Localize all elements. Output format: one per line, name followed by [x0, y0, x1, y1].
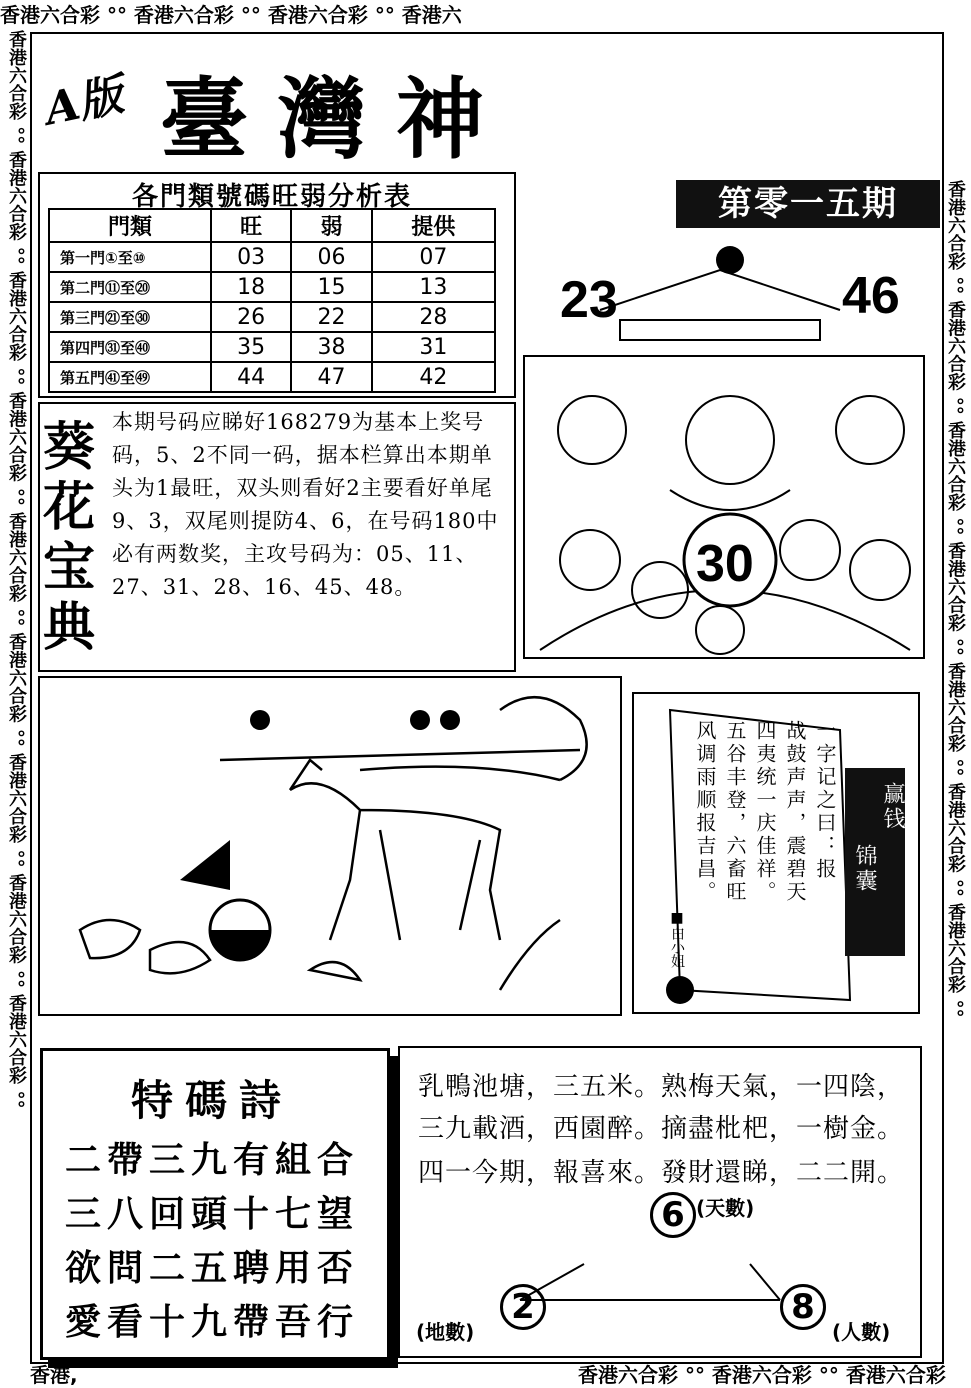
poem-line: 三八回頭十七望	[64, 1193, 359, 1235]
scroll-line-1: 一字记之曰：报	[813, 720, 837, 881]
table-cell: 13	[372, 272, 495, 302]
table-title: 各門類號碼旺弱分析表	[131, 182, 412, 212]
god-number-left: 23	[560, 271, 618, 329]
column-header: 提供	[372, 209, 495, 242]
table-cell: 第四門㉛至㊵	[49, 332, 211, 362]
triad-lines	[500, 1230, 800, 1330]
table-cell: 15	[291, 272, 371, 302]
deer-illustration	[60, 690, 610, 1000]
issue-label: 第零一五期	[676, 180, 940, 228]
verse-line: 三九載酒，西園醉。摘盡枇杷，一樹金。	[418, 1114, 905, 1144]
table-row	[49, 272, 495, 302]
table-cell: 28	[372, 302, 495, 332]
kuihua-text: 本期号码应睇好168279为基本上奖号码，5、2不同一码，据本栏算出本期单头为1最旺，双头则看好2主要看好单尾9、3，双尾则提防4、6，在号码180中必有两数奖，主攻号码为：05、11、27、31、28、16、45、48。	[112, 410, 499, 599]
table-cell: 06	[291, 242, 371, 272]
sky-label: (天數)	[696, 1196, 755, 1220]
human-number: 8	[780, 1284, 826, 1330]
table-cell: 第二門⑪至⑳	[49, 272, 211, 302]
table-cell: 18	[211, 272, 291, 302]
column-header: 弱	[291, 209, 371, 242]
table-cell: 第五門㊶至㊾	[49, 362, 211, 392]
top-border-strip: 香港六合彩 °° 香港六合彩 °° 香港六合彩 °° 香港六	[0, 3, 462, 27]
table-cell: 第三門㉑至㉚	[49, 302, 211, 332]
poem-line: 欲問二五聘用否	[64, 1247, 359, 1289]
poem-line: 二帶三九有組合	[64, 1139, 359, 1181]
god-number-right: 46	[842, 267, 900, 325]
human-label: (人數)	[832, 1320, 891, 1344]
sky-number: 6	[650, 1192, 696, 1238]
scroll-author: ■白小姐	[669, 910, 685, 968]
god-number-center: 30	[696, 535, 754, 593]
page-title: 臺灣神	[160, 67, 515, 171]
table-cell: 42	[372, 362, 495, 392]
poem-title: 特碼詩	[130, 1076, 293, 1125]
poem-line: 愛看十九帶吾行	[64, 1301, 359, 1343]
table-cell: 22	[291, 302, 371, 332]
scroll-line-2: 战鼓声声，震碧天	[783, 720, 807, 904]
table-cell: 07	[372, 242, 495, 272]
table-cell: 26	[211, 302, 291, 332]
table-row	[49, 362, 495, 392]
table-cell: 03	[211, 242, 291, 272]
verse-line: 乳鴨池塘，三五米。熟梅天氣，一四陰，	[418, 1072, 905, 1102]
scroll-line-4: 五谷丰登，六畜旺	[723, 720, 747, 904]
lucky-tag	[845, 768, 905, 956]
table-row	[49, 332, 495, 362]
verse-line: 四一今期，報喜來。發財還睇，二二開。	[418, 1158, 905, 1188]
edition-label: A版	[40, 69, 128, 136]
table-cell: 第一門①至⑩	[49, 242, 211, 272]
left-border-strip: 香港六合彩 °° 香港六合彩 °° 香港六合彩 °° 香港六合彩 °° 香港六合彩 °° 香港六合彩 °° 香港六合彩 °° 香港六合彩 °° 香港六合彩 °°	[6, 30, 27, 1109]
right-border-strip: 香港六合彩 °° 香港六合彩 °° 香港六合彩 °° 香港六合彩 °° 香港六合彩 °° 香港六合彩 °° 香港六合彩 °°	[945, 180, 966, 1018]
column-header: 門類	[49, 209, 211, 242]
tag-bottom: 锦囊	[852, 844, 877, 894]
scroll-line-3: 四夷统一庆佳祥。	[753, 720, 777, 904]
analysis-table	[48, 208, 496, 393]
table-row	[49, 302, 495, 332]
table-cell: 44	[211, 362, 291, 392]
table-header-row	[49, 209, 495, 242]
kuihua-heading: 葵花宝典	[42, 417, 95, 658]
bottom-border-right: 香港六合彩 °° 香港六合彩 °° 香港六合彩	[578, 1363, 946, 1387]
scroll-line-5: 风调雨顺报吉昌。	[693, 720, 717, 904]
table-cell: 47	[291, 362, 371, 392]
earth-label: (地數)	[416, 1320, 475, 1344]
table-cell: 35	[211, 332, 291, 362]
bottom-border-left: 香港,	[30, 1363, 78, 1387]
table-row	[49, 242, 495, 272]
table-cell: 38	[291, 332, 371, 362]
column-header: 旺	[211, 209, 291, 242]
table-cell: 31	[372, 332, 495, 362]
earth-number: 2	[500, 1284, 546, 1330]
tag-top: 赢钱	[880, 782, 905, 832]
